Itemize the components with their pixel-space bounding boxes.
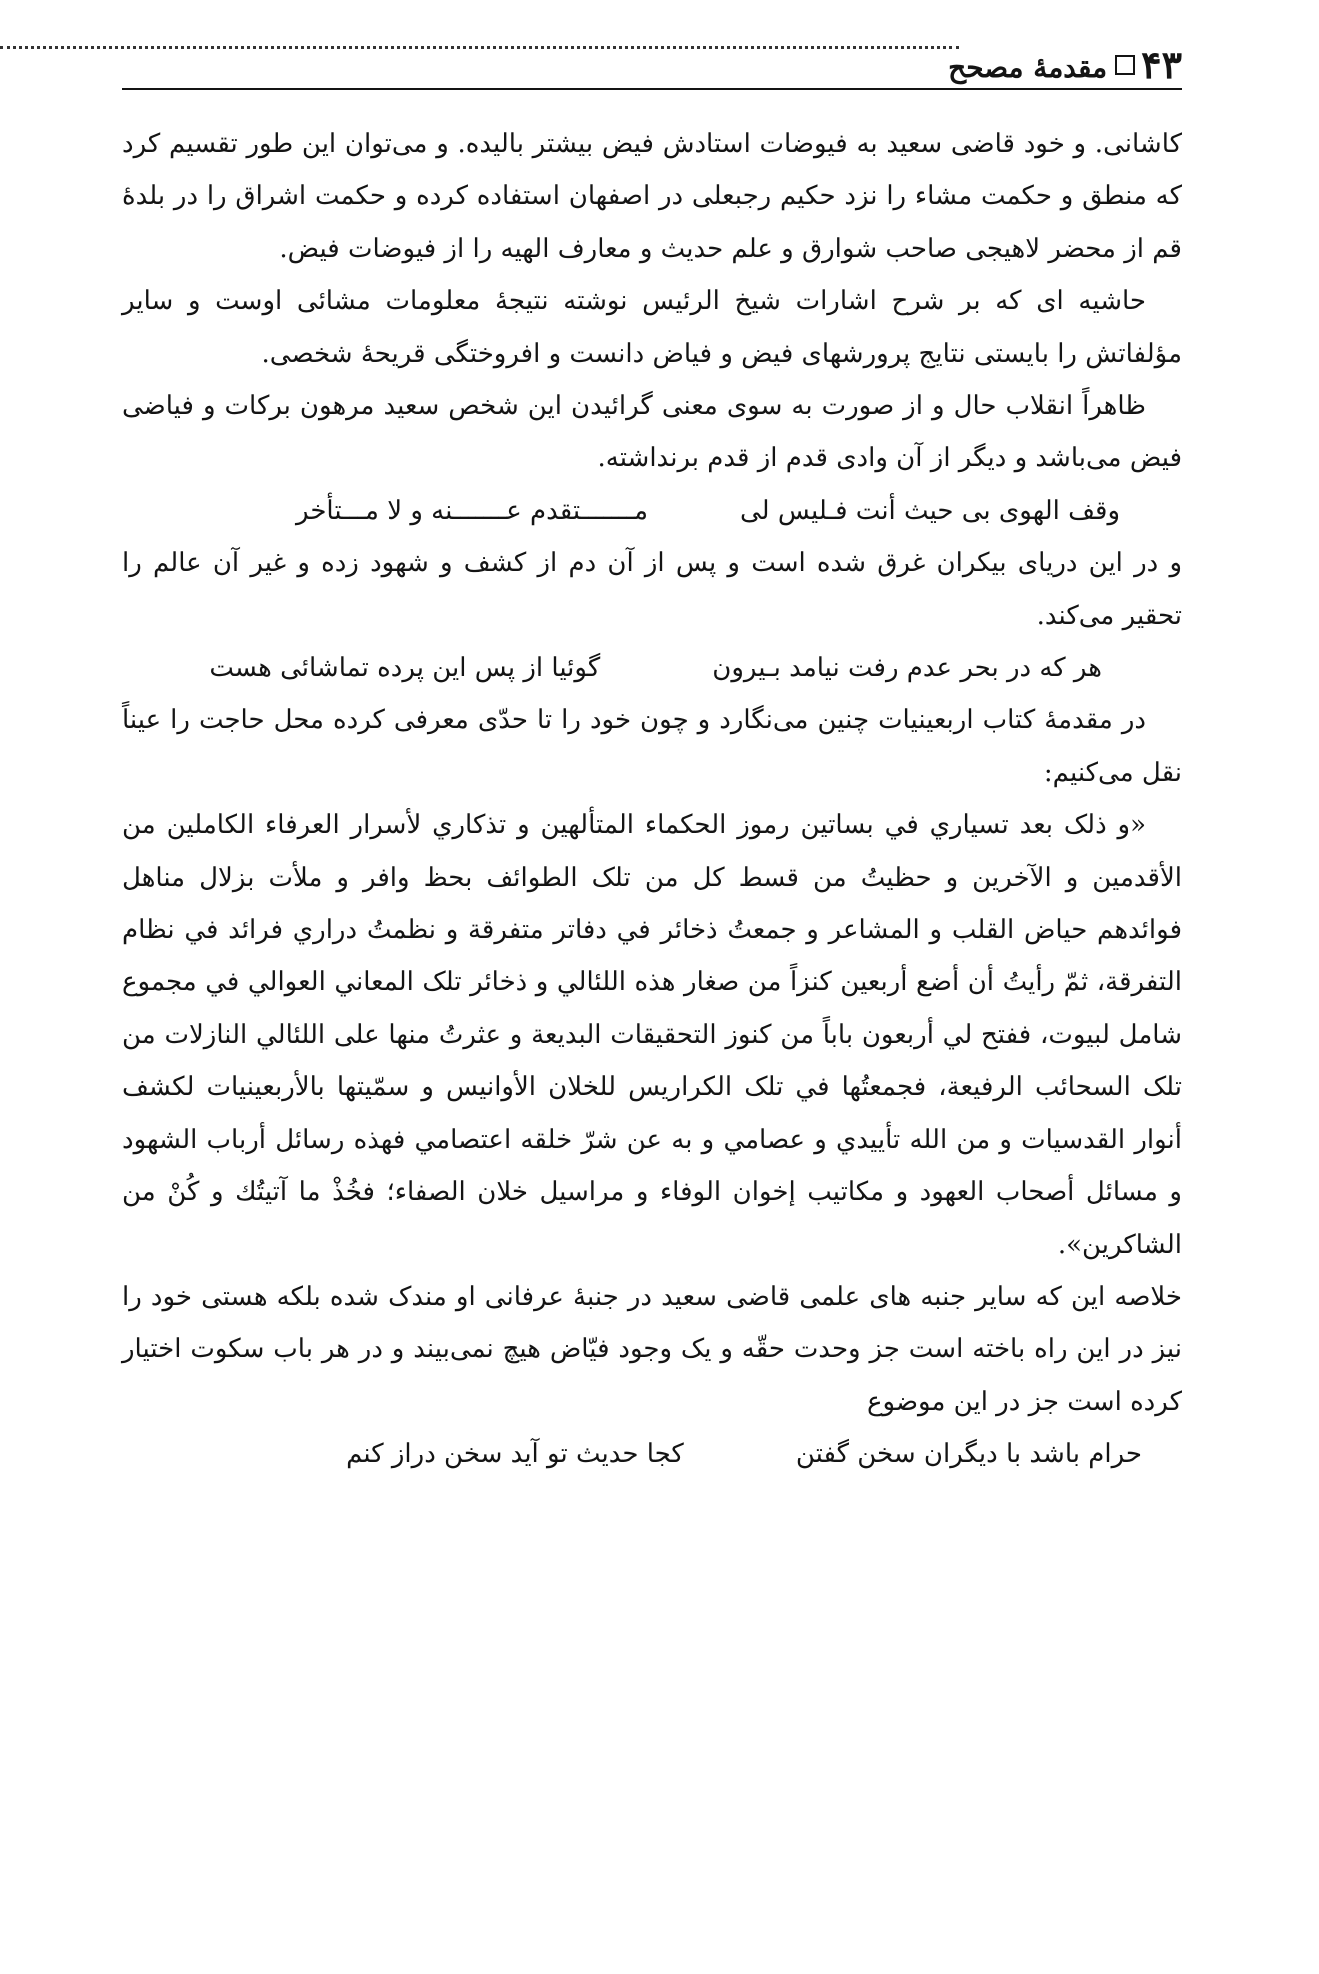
- arabic-quotation: «و ذلک بعد تسیاري في بساتین رموز الحکماء المتألهین و تذکاري لأسرار العرفاء الکاملین من الأقدمین و الآخرین و حظیتُ من قسط کل من تلک الطوائف بحظ وافر و ملأت بزلال مناهل فوائدهم حیاض القلب و المشاعر و جمعتُ ذخائر في دفاتر متفرقة و نظمتُ دراري فرائد في نظام التفرقة، ثمّ رأیتُ أن أضع أربعین کنزاً من صغار هذه اللئالي و ذخائر تلک المعاني العوالي في مجموع شامل لبیوت، ففتح لي أربعون باباً من کنوز التحقیقات البدیعة و عثرتُ منها علی اللئالي النازلات من تلک السحائب الرفیعة، فجمعتُها في تلک الکراریس للخلان الأوانیس و سمّیتها بالأربعینیات لکشف أنوار القدسیات و من الله تأییدي و عصامي و به عن شرّ خلقه اعتصامي فهذه رسائل أرباب الشهود و مسائل أصحاب العهود و مکاتیب إخوان الوفاء و مراسیل خلان الصفاء؛ فخُذْ ما آتیتُك و کُنْ من الشاکرین».: [122, 810, 1182, 1260]
- paragraph-1: کاشانی. و خود قاضی سعید به فیوضات استادش فیض بیشتر بالیده. و می‌توان این طور تقسیم کرد که منطق و حکمت مشاء را نزد حکیم رجبعلی در اصفهان استفاده کرده و حکمت اشراق را در بلدهٔ قم از محضر لاهیجی صاحب شوارق و علم حدیث و معارف الهیه را از فیوضات فیض.: [122, 129, 1182, 264]
- running-title: مقدمهٔ مصحح: [948, 51, 1108, 84]
- paragraph-4: و در این دریای بیکران غرق شده است و پس از آن دم از کشف و شهود زده و غیر آن عالم را تحقیر می‌کند.: [122, 548, 1182, 631]
- paragraph-3: ظاهراً انقلاب حال و از صورت به سوی معنی گرائیدن این شخص سعید مرهون برکات و فیاضی فیض می‌باشد و دیگر از آن وادی قدم از قدم برنداشته.: [122, 391, 1182, 474]
- page-body: [122, 118, 1182, 1481]
- poem-1-hemistich-2: مـــــــتقدم عـــــــنه و لا مـــتأخر: [296, 495, 649, 526]
- poem-3-hemistich-1: حرام باشد با دیگران سخن گفتن: [795, 1439, 1142, 1470]
- poem-verse-3: [122, 1428, 1182, 1480]
- running-header: [122, 34, 1182, 87]
- poem-3-hemistich-2: کجا حدیث تو آید سخن دراز کنم: [346, 1439, 684, 1470]
- poem-2-hemistich-1: هر که در بحر عدم رفت نیامد بـیرون: [712, 653, 1102, 684]
- poem-verse-1: [122, 485, 1182, 537]
- header-dotted-leader: [0, 46, 959, 49]
- paragraph-6: خلاصه این که سایر جنبه های علمی قاضی سعید در جنبهٔ عرفانی او مندک شده بلکه هستی خود را نیز در این راه باخته است جز وحدت حقّه و یک وجود فیّاض هیچ نمی‌بیند و در هر باب سکوت اختیار کرده است جز در این موضوع: [122, 1281, 1182, 1417]
- header-rule: [122, 88, 1182, 90]
- square-ornament-icon: [1115, 55, 1135, 75]
- paragraph-2: حاشیه ای که بر شرح اشارات شیخ الرئیس نوشته نتیجهٔ معلومات مشائی اوست و سایر مؤلفاتش را بایستی نتایج پرورشهای فیض و فیاض دانست و افروختگی قریحهٔ شخصی.: [122, 286, 1182, 369]
- paragraph-5: در مقدمهٔ کتاب اربعینیات چنین می‌نگارد و چون خود را تا حدّی معرفی کرده محل حاجت را عیناً نقل می‌کنیم:: [122, 705, 1182, 788]
- poem-2-hemistich-2: گوئیا از پس این پرده تماشائی هست: [209, 653, 601, 684]
- poem-1-hemistich-1: وقف الهوی بی حیث أنت فـلیس لی: [740, 495, 1120, 526]
- poem-verse-2: [122, 642, 1182, 694]
- page-number: ۴۳: [1141, 42, 1182, 87]
